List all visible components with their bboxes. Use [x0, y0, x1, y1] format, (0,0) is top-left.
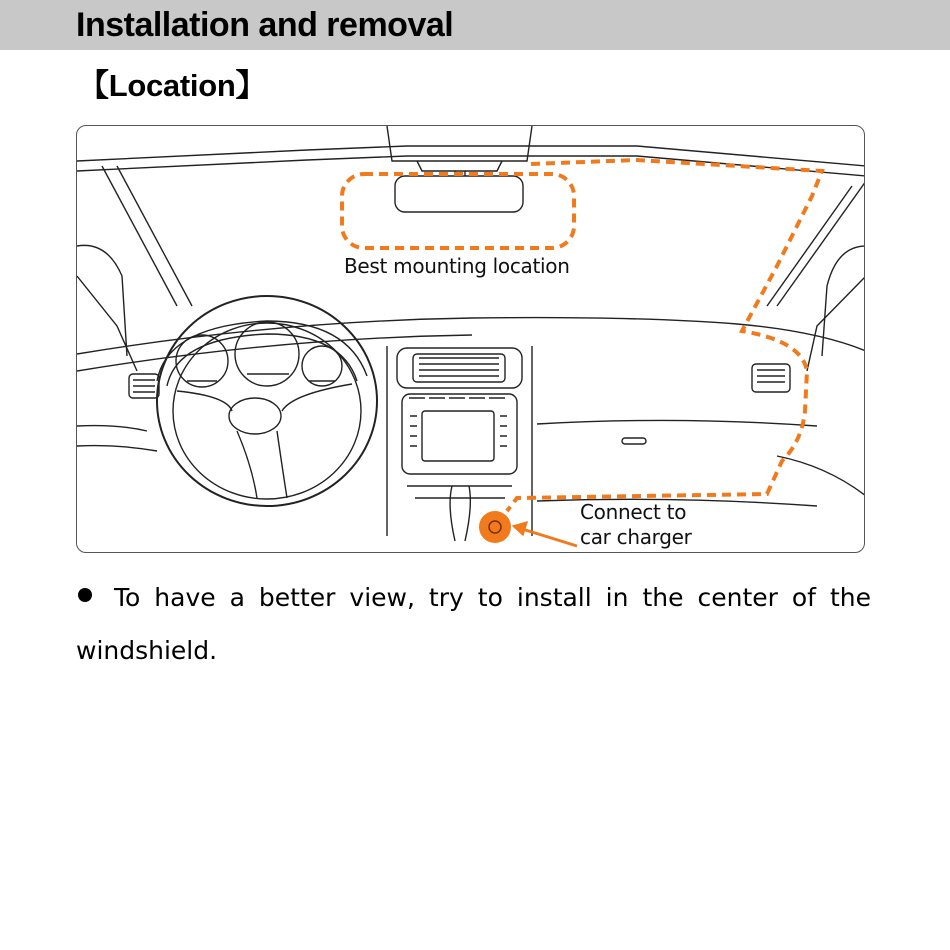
- best-mounting-location-label: Best mounting location: [344, 254, 570, 278]
- arrow-head-icon: [513, 522, 527, 535]
- cable-route: [507, 160, 822, 511]
- connect-to-label: Connect to: [580, 500, 687, 524]
- arrow-line: [519, 528, 577, 546]
- dashboard-drawing: [77, 126, 865, 553]
- section-heading: 【Location】: [78, 68, 267, 103]
- charger-socket-icon: [479, 511, 511, 543]
- car-charger-label: car charger: [580, 525, 692, 549]
- dashboard-illustration: [76, 125, 865, 553]
- mounting-zone-outline: [342, 174, 574, 248]
- page-title: Installation and removal: [76, 6, 454, 44]
- instruction-text: To have a better view, try to install in the center of the windshield.: [76, 583, 871, 665]
